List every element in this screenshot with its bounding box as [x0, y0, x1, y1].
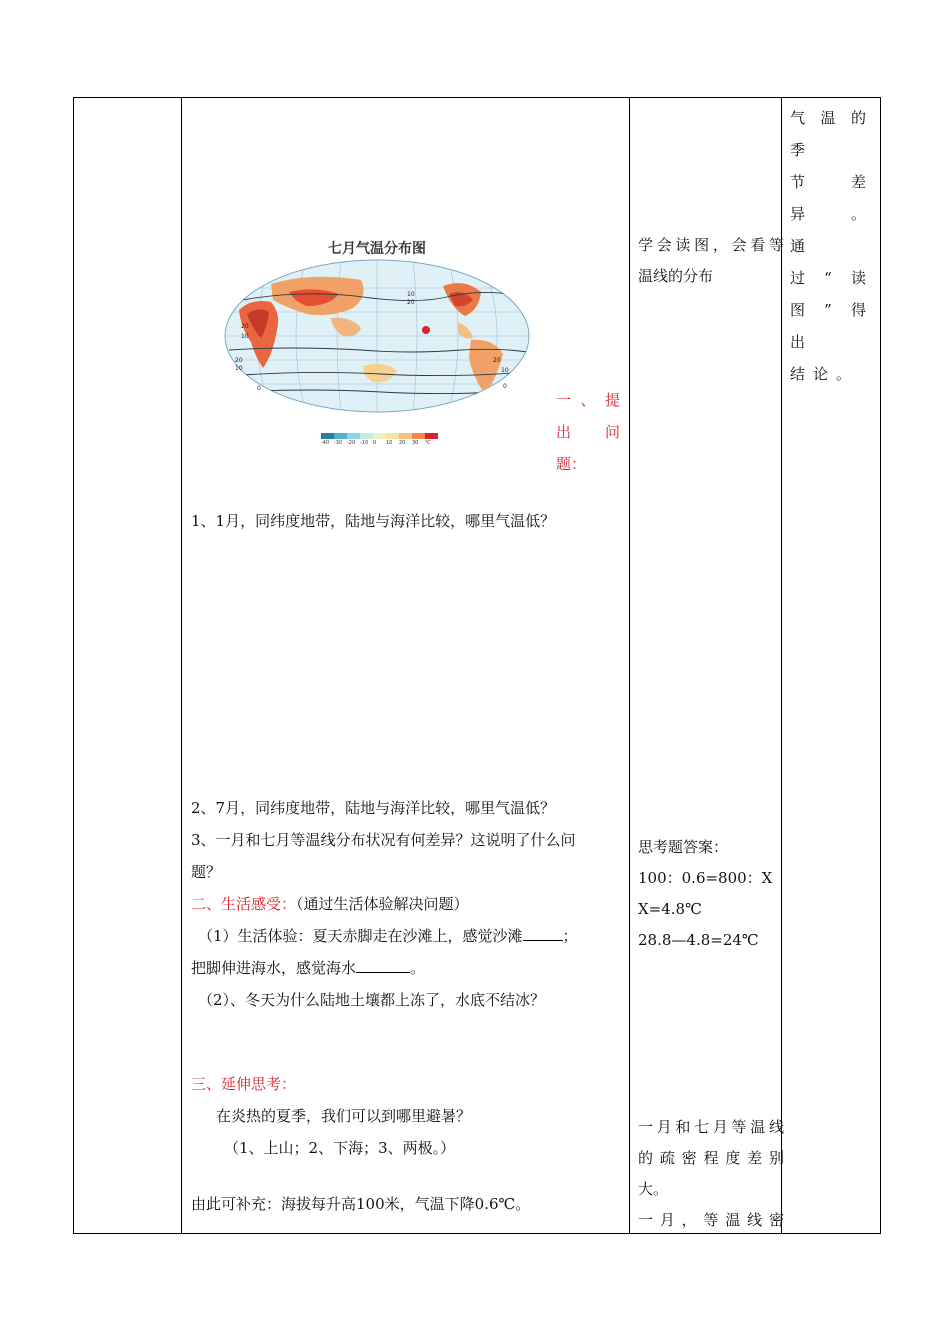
map-title: 七月气温分布图: [328, 241, 426, 257]
isotherm-label: 10: [241, 333, 249, 340]
section2-heading: 二、生活感受：: [191, 895, 297, 913]
legend-label: -10: [360, 440, 369, 446]
legend-label: 30: [412, 440, 419, 446]
legend-swatch: [347, 433, 360, 439]
legend-swatch: [386, 433, 399, 439]
question-3-line2: 题？: [191, 863, 222, 881]
section3-supplement: 由此可补充：海拔每升高100米，气温下降0.6℃。: [191, 1195, 531, 1213]
teaching-note-2: 一月和七月等温线 的疏密程度差别 大。 一月，等温线密: [638, 1118, 784, 1229]
blank-line[interactable]: [523, 922, 563, 941]
world-map-graphic: [211, 258, 543, 448]
section3-heading: 三、延伸思考：: [191, 1075, 297, 1093]
life-item-1-cont: 把脚伸进海水，感觉海水 。: [191, 952, 425, 984]
legend-label: -30: [334, 440, 343, 446]
legend-swatch: [412, 433, 425, 439]
answer-block: 思考题答案： 100：0.6=800：X X=4.8℃ 28.8—4.8=24℃: [638, 832, 784, 956]
isotherm-label: 10: [407, 291, 415, 298]
column-divider: [181, 98, 182, 1233]
july-temperature-map: [211, 234, 543, 458]
section2-subtitle: （通过生活体验解决问题）: [296, 895, 469, 913]
answer-title: 思考题答案：: [638, 838, 729, 856]
isotherm-label: 0: [503, 383, 507, 390]
legend-swatch: [321, 433, 334, 439]
life-item-2: （2）、冬天为什么陆地土壤都上冻了，水底不结冰？: [198, 991, 546, 1009]
legend-swatch: [373, 433, 386, 439]
legend-label: 10: [386, 440, 393, 446]
section3-options: （1、上山；2、下海；3、两极。）: [224, 1139, 456, 1157]
legend-swatch: [399, 433, 412, 439]
isotherm-label: 10: [501, 367, 509, 374]
legend-label: 20: [399, 440, 406, 446]
isotherm-label: 0: [257, 385, 261, 392]
design-intent: 气温的季 节差异。 通过“读 图”得出 结论。: [790, 109, 874, 383]
section3-question: 在炎热的夏季，我们可以到哪里避暑？: [216, 1107, 472, 1125]
legend-label: -40: [321, 440, 330, 446]
question-2: 2、7月，同纬度地带，陆地与海洋比较，哪里气温低？: [191, 799, 556, 817]
legend-swatch: [425, 433, 438, 439]
legend-label: -20: [347, 440, 356, 446]
legend-label: ℃: [425, 440, 431, 446]
section2-heading-row: [191, 888, 469, 920]
lesson-table: [73, 97, 881, 1234]
life-item-1: （1）生活体验：夏天赤脚走在沙滩上，感觉沙滩 ；: [198, 920, 578, 952]
isotherm-label: 20: [235, 357, 243, 364]
blank-line[interactable]: [356, 954, 410, 973]
map-legend: [321, 433, 438, 446]
legend-label: 0: [373, 440, 377, 446]
isotherm-label: 20: [493, 357, 501, 364]
legend-swatch: [360, 433, 373, 439]
question-3-line1: 3、一月和七月等温线分布状况有何差异？这说明了什么问: [191, 831, 576, 849]
isotherm-label: 20: [241, 323, 249, 330]
isotherm-label: 10: [235, 365, 243, 372]
legend-swatch: [334, 433, 347, 439]
column-divider: [629, 98, 630, 1233]
section1-heading: 一、提 出问 题：: [556, 391, 620, 473]
question-1: 1、1月，同纬度地带，陆地与海洋比较，哪里气温低？: [191, 512, 556, 530]
teaching-note-1: 学会读图，会看等 温线的分布: [638, 236, 784, 285]
isotherm-label: 20: [407, 299, 415, 306]
